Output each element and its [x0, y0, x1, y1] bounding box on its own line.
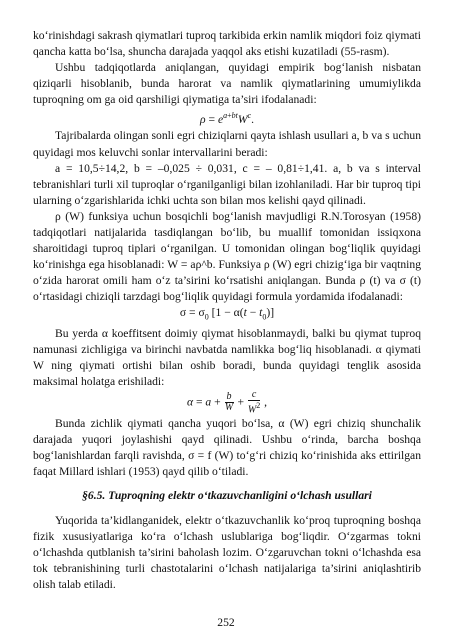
paragraph-7: Bunda zichlik qiymati qancha yuqori bo‘lsa, α (W) egri chiziq shunchalik darajada yuqori joylashishi qayd qilinadi. Ushbu o‘rinda, barcha boshqa bog‘lanishlardan farqli ravishda, σ = f (W) to‘g‘ri chiziq ko‘rinishida aks ettirilgan faqat Millard ishlari (1953) qayd qilib o‘tiladi. — [33, 416, 421, 478]
paragraph-8: Yuqorida ta’kidlanganidek, elektr o‘tkazuvchanlik ko‘proq tuproqning boshqa fizik xususiyatlariga ko‘ra o‘lchash uslublariga bog‘liqdir. O‘zgarmas tokni o‘lchashda qutblanish ta’sirini baholash lozim. O‘zgaruvchan tokni o‘lchashda esa tok tebranishining turli chastotalarini o‘lchash natijalariga ta’sirini aniqlashtirib olish talab etiladi. — [33, 514, 421, 592]
paragraph-4: a = 10,5÷14,2, b = –0,025 ÷ 0,031, c = – 0,81÷1,41. a, b va s interval tebranishlari turli xil tuproqlar o‘rganilganligi bilan izohlaniladi. Har bir tuproq tipi ularning o‘zgarishlarida ichki uchta son bilan mos kelishi qayd qilinadi. — [33, 161, 421, 207]
page-number: 252 — [217, 616, 235, 629]
formula-conductivity: $\sigma = \sigma_0$ $[1 - \alpha(t - t_0)]$ — [179, 306, 275, 322]
paragraph-1: ko‘rinishdagi sakrash qiymatlari tuproq tarkibida erkin namlik miqdori foiz qiymati qancha katta bo‘lsa, shuncha darajada yaqqol aks etishi kuzatiladi (55-rasm). — [33, 29, 421, 59]
paragraph-2: Ushbu tadqiqotlarda aniqlangan, quyidagi empirik bog‘lanish nisbatan qiziqarli hisoblanib, bunda harorat va namlik qiymatlarining umumiylikda tuproqning om ga oid qarshiligi qiymatiga ta’siri ifodalanadi: — [33, 61, 421, 107]
page-body — [33, 28, 421, 594]
formula-alpha: α = a + $\frac{b}{W}$ + $\frac{c}{W^2}$ , — [186, 389, 268, 416]
paragraph-3: Tajribalarda olingan sonli egri chiziqlarni qayta ishlash usullari a, b va s uchun quyidagi mos keluvchi sonlar intervallarini beradi: — [33, 129, 421, 159]
formula-resistivity: $\rho = e^{a+bt}W^c$. — [200, 111, 254, 127]
paragraph-5: ρ (W) funksiya uchun bosqichli bog‘lanish mavjudligi R.N.Torosyan (1958) tadqiqotlari natijalarida tasdiqlangan bo‘lib, bu muallif tomonidan issiqxona sharoitidagi tuproq tiplari o‘rganilgan. U tomonidan olingan bog‘liqlik quyidagi ko‘rinishga ega hisoblanadi: W = aρ^b. Funksiya ρ (W) egri chizig‘iga bir vaqtning o‘zida harorat omili ham o‘z ta’sirini ko‘rsatishi aniqlangan. Bunda ρ (t) va σ (t) o‘rtasidagi chiziqli tarzdagi bog‘liqlik quyidagi formula yordamida ifodalanadi: — [33, 209, 421, 304]
section-heading: §6.5. Tuproqning elektr o‘tkazuvchanligini o‘lchash usullari — [82, 488, 372, 502]
paragraph-6: Bu yerda α koeffitsent doimiy qiymat hisoblanmaydi, balki bu qiymat tuproq namunasi zichligiga va birinchi navbatda namlikka bog‘liq hisoblanadi. α qiymati W ning qiymati ortishi bilan oshib boradi, bunda quyidagi tenglik asosida maksimal holatga erishiladi: — [33, 326, 421, 389]
